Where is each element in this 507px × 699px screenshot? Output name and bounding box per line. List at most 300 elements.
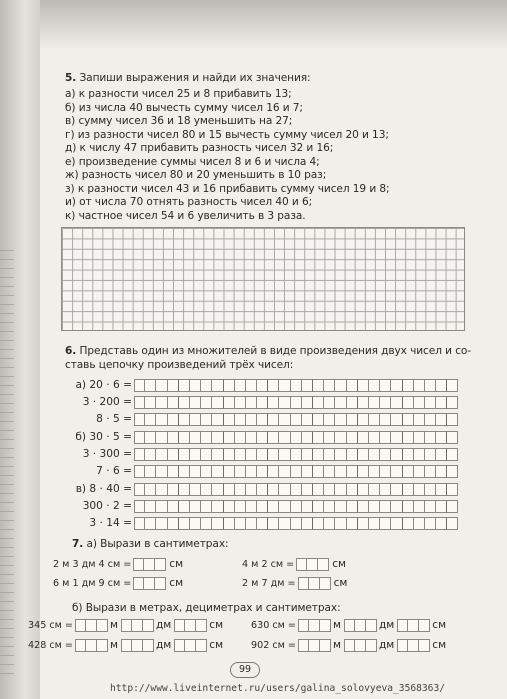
answer-cell[interactable]: [279, 517, 290, 530]
answer-cell[interactable]: [347, 448, 358, 461]
answer-cell[interactable]: [168, 448, 179, 461]
answer-cell[interactable]: [447, 431, 458, 444]
answer-cell[interactable]: [324, 500, 335, 513]
answer-cell[interactable]: [291, 448, 302, 461]
answer-cell[interactable]: [268, 413, 279, 426]
answer-cell[interactable]: [268, 500, 279, 513]
task6-answer-cells[interactable]: [134, 379, 458, 392]
answer-cell[interactable]: [391, 465, 402, 478]
answer-cell[interactable]: [179, 379, 190, 392]
answer-cell[interactable]: [134, 379, 145, 392]
answer-cell[interactable]: [224, 413, 235, 426]
answer-cell[interactable]: [313, 379, 324, 392]
answer-cell[interactable]: [246, 465, 257, 478]
answer-cell[interactable]: [257, 413, 268, 426]
answer-cell[interactable]: [358, 500, 369, 513]
task6-answer-cells[interactable]: [134, 431, 458, 444]
answer-cell[interactable]: [403, 448, 414, 461]
answer-cell[interactable]: [403, 413, 414, 426]
answer-cell[interactable]: [291, 500, 302, 513]
answer-cell[interactable]: [212, 465, 223, 478]
answer-cell[interactable]: [380, 465, 391, 478]
answer-cell[interactable]: [257, 396, 268, 409]
answer-cell[interactable]: [347, 379, 358, 392]
answer-cell[interactable]: [212, 517, 223, 530]
answer-cell[interactable]: [145, 500, 156, 513]
answer-cell[interactable]: [369, 413, 380, 426]
answer-cell[interactable]: [425, 448, 436, 461]
previous-page-edge: [0, 250, 14, 680]
answer-cell[interactable]: [302, 517, 313, 530]
answer-cell[interactable]: [313, 413, 324, 426]
answer-cell[interactable]: [212, 379, 223, 392]
answer-boxes-m[interactable]: [75, 619, 108, 632]
answer-boxes-dm[interactable]: [344, 619, 377, 632]
answer-cell[interactable]: [235, 396, 246, 409]
answer-cell[interactable]: [403, 431, 414, 444]
task7-b-item-2: [251, 618, 446, 632]
answer-cell[interactable]: [246, 517, 257, 530]
answer-cell[interactable]: [145, 517, 156, 530]
answer-cell[interactable]: [436, 448, 447, 461]
task7-a-item-1: [53, 557, 183, 571]
answer-cell[interactable]: [313, 448, 324, 461]
answer-cell[interactable]: [369, 517, 380, 530]
answer-boxes-cm[interactable]: [174, 619, 207, 632]
answer-cell[interactable]: [201, 448, 212, 461]
answer-cell[interactable]: [212, 483, 223, 496]
answer-cell[interactable]: [335, 379, 346, 392]
answer-cell[interactable]: [224, 379, 235, 392]
answer-cell[interactable]: [134, 483, 145, 496]
task6-answer-cells[interactable]: [134, 500, 458, 513]
answer-cell[interactable]: [313, 500, 324, 513]
book-binding: [0, 0, 42, 699]
answer-cell[interactable]: [347, 431, 358, 444]
answer-cell[interactable]: [279, 483, 290, 496]
unit-label: см: [169, 577, 184, 589]
answer-boxes-m[interactable]: [298, 619, 331, 632]
task6-answer-cells[interactable]: [134, 517, 458, 530]
answer-cell[interactable]: [279, 448, 290, 461]
answer-cell[interactable]: [268, 483, 279, 496]
answer-cell[interactable]: [347, 465, 358, 478]
answer-cell[interactable]: [436, 500, 447, 513]
answer-cell[interactable]: [335, 483, 346, 496]
answer-cell[interactable]: [145, 465, 156, 478]
answer-cell[interactable]: [436, 483, 447, 496]
answer-cell[interactable]: [436, 517, 447, 530]
answer-cell[interactable]: [246, 448, 257, 461]
answer-cell[interactable]: [380, 413, 391, 426]
answer-cell[interactable]: [246, 483, 257, 496]
answer-cell[interactable]: [403, 396, 414, 409]
answer-cell[interactable]: [134, 517, 145, 530]
answer-cell[interactable]: [436, 431, 447, 444]
answer-cell[interactable]: [168, 465, 179, 478]
answer-cell[interactable]: [190, 500, 201, 513]
answer-cell[interactable]: [313, 517, 324, 530]
answer-cell[interactable]: [179, 465, 190, 478]
answer-cell[interactable]: [257, 448, 268, 461]
answer-cell[interactable]: [425, 500, 436, 513]
answer-cell[interactable]: [380, 379, 391, 392]
answer-boxes-cm[interactable]: [397, 619, 430, 632]
answer-cell[interactable]: [414, 517, 425, 530]
answer-cell[interactable]: [425, 413, 436, 426]
answer-cell[interactable]: [235, 413, 246, 426]
answer-boxes[interactable]: [133, 558, 166, 571]
task5-item-g: г) из разности чисел 80 и 15 вычесть сумму чисел 20 и 13;: [65, 128, 389, 141]
task6-answer-cells[interactable]: [134, 413, 458, 426]
answer-cell[interactable]: [391, 517, 402, 530]
answer-cell[interactable]: [279, 465, 290, 478]
answer-cell[interactable]: [246, 500, 257, 513]
answer-cell[interactable]: [369, 465, 380, 478]
answer-cell[interactable]: [369, 379, 380, 392]
answer-cell[interactable]: [324, 483, 335, 496]
answer-cell[interactable]: [302, 483, 313, 496]
answer-cell[interactable]: [134, 448, 145, 461]
answer-cell[interactable]: [145, 413, 156, 426]
answer-cell[interactable]: [347, 396, 358, 409]
answer-cell[interactable]: [436, 413, 447, 426]
answer-cell[interactable]: [257, 379, 268, 392]
answer-cell[interactable]: [156, 413, 167, 426]
answer-cell[interactable]: [324, 396, 335, 409]
answer-cell[interactable]: [391, 396, 402, 409]
answer-cell[interactable]: [313, 465, 324, 478]
answer-cell[interactable]: [335, 413, 346, 426]
answer-cell[interactable]: [235, 431, 246, 444]
answer-cell[interactable]: [313, 431, 324, 444]
answer-cell[interactable]: [257, 517, 268, 530]
answer-cell[interactable]: [347, 500, 358, 513]
answer-cell[interactable]: [168, 379, 179, 392]
answer-cell[interactable]: [224, 448, 235, 461]
answer-cell[interactable]: [425, 517, 436, 530]
answer-cell[interactable]: [302, 500, 313, 513]
unit-label: см: [432, 639, 447, 651]
answer-cell[interactable]: [224, 483, 235, 496]
unit-label: дм: [378, 639, 395, 651]
answer-cell[interactable]: [134, 413, 145, 426]
answer-cell[interactable]: [212, 413, 223, 426]
answer-cell[interactable]: [447, 483, 458, 496]
answer-cell[interactable]: [246, 379, 257, 392]
answer-cell[interactable]: [291, 465, 302, 478]
answer-cell[interactable]: [403, 517, 414, 530]
answer-cell[interactable]: [324, 379, 335, 392]
answer-cell[interactable]: [425, 396, 436, 409]
answer-cell[interactable]: [179, 396, 190, 409]
answer-cell[interactable]: [414, 483, 425, 496]
answer-cell[interactable]: [335, 431, 346, 444]
answer-boxes-dm[interactable]: [344, 639, 377, 652]
unit-label: м: [109, 639, 118, 651]
answer-cell[interactable]: [190, 379, 201, 392]
answer-cell[interactable]: [302, 431, 313, 444]
answer-cell[interactable]: [257, 500, 268, 513]
answer-cell[interactable]: [279, 379, 290, 392]
answer-cell[interactable]: [403, 465, 414, 478]
answer-cell[interactable]: [425, 431, 436, 444]
answer-cell[interactable]: [403, 379, 414, 392]
answer-cell[interactable]: [369, 431, 380, 444]
answer-cell[interactable]: [291, 396, 302, 409]
answer-cell[interactable]: [324, 517, 335, 530]
answer-cell[interactable]: [403, 483, 414, 496]
answer-cell[interactable]: [156, 465, 167, 478]
answer-boxes[interactable]: [296, 558, 329, 571]
task7-b-item-4: [251, 638, 446, 652]
answer-cell[interactable]: [212, 396, 223, 409]
answer-cell[interactable]: [235, 517, 246, 530]
answer-cell[interactable]: [224, 396, 235, 409]
answer-boxes-dm[interactable]: [121, 619, 154, 632]
answer-cell[interactable]: [425, 379, 436, 392]
answer-cell[interactable]: [436, 465, 447, 478]
answer-cell[interactable]: [414, 465, 425, 478]
answer-cell[interactable]: [212, 431, 223, 444]
answer-cell[interactable]: [391, 483, 402, 496]
answer-boxes-dm[interactable]: [121, 639, 154, 652]
answer-cell[interactable]: [447, 448, 458, 461]
answer-cell[interactable]: [414, 413, 425, 426]
answer-cell[interactable]: [324, 448, 335, 461]
answer-cell[interactable]: [257, 465, 268, 478]
answer-cell[interactable]: [190, 431, 201, 444]
answer-cell[interactable]: [302, 396, 313, 409]
answer-cell[interactable]: [268, 465, 279, 478]
answer-cell[interactable]: [358, 465, 369, 478]
answer-boxes-m[interactable]: [298, 639, 331, 652]
answer-cell[interactable]: [156, 379, 167, 392]
answer-cell[interactable]: [279, 500, 290, 513]
answer-cell[interactable]: [302, 413, 313, 426]
answer-cell[interactable]: [201, 379, 212, 392]
answer-cell[interactable]: [179, 413, 190, 426]
answer-cell[interactable]: [190, 413, 201, 426]
answer-cell[interactable]: [335, 448, 346, 461]
answer-cell[interactable]: [369, 448, 380, 461]
answer-cell[interactable]: [380, 517, 391, 530]
answer-cell[interactable]: [201, 517, 212, 530]
answer-cell[interactable]: [380, 431, 391, 444]
answer-cell[interactable]: [235, 465, 246, 478]
answer-cell[interactable]: [324, 413, 335, 426]
answer-cell[interactable]: [190, 448, 201, 461]
answer-cell[interactable]: [391, 413, 402, 426]
answer-grid[interactable]: [61, 227, 465, 331]
answer-cell[interactable]: [291, 413, 302, 426]
answer-cell[interactable]: [179, 517, 190, 530]
answer-cell[interactable]: [179, 431, 190, 444]
answer-cell[interactable]: [246, 396, 257, 409]
answer-cell[interactable]: [447, 379, 458, 392]
task7-a-item-2: [242, 557, 346, 571]
answer-cell[interactable]: [302, 448, 313, 461]
answer-cell[interactable]: [358, 413, 369, 426]
answer-cell[interactable]: [425, 483, 436, 496]
answer-cell[interactable]: [145, 448, 156, 461]
answer-cell[interactable]: [369, 483, 380, 496]
answer-cell[interactable]: [168, 517, 179, 530]
answer-cell[interactable]: [391, 379, 402, 392]
task5-item-i: и) от числа 70 отнять разность чисел 40 и 6;: [65, 196, 313, 208]
answer-cell[interactable]: [145, 483, 156, 496]
answer-cell[interactable]: [257, 483, 268, 496]
answer-cell[interactable]: [358, 379, 369, 392]
answer-cell[interactable]: [268, 431, 279, 444]
answer-cell[interactable]: [145, 431, 156, 444]
answer-cell[interactable]: [145, 396, 156, 409]
answer-cell[interactable]: [358, 396, 369, 409]
answer-cell[interactable]: [201, 413, 212, 426]
answer-cell[interactable]: [324, 431, 335, 444]
answer-cell[interactable]: [279, 431, 290, 444]
answer-cell[interactable]: [246, 431, 257, 444]
answer-cell[interactable]: [291, 483, 302, 496]
answer-cell[interactable]: [313, 483, 324, 496]
answer-cell[interactable]: [224, 517, 235, 530]
answer-cell[interactable]: [212, 500, 223, 513]
answer-cell[interactable]: [134, 465, 145, 478]
answer-boxes[interactable]: [133, 577, 166, 590]
answer-boxes-cm[interactable]: [174, 639, 207, 652]
answer-cell[interactable]: [179, 500, 190, 513]
answer-cell[interactable]: [268, 448, 279, 461]
answer-cell[interactable]: [235, 448, 246, 461]
answer-cell[interactable]: [302, 379, 313, 392]
answer-cell[interactable]: [358, 483, 369, 496]
answer-cell[interactable]: [235, 483, 246, 496]
answer-cell[interactable]: [134, 500, 145, 513]
answer-cell[interactable]: [224, 500, 235, 513]
answer-cell[interactable]: [291, 431, 302, 444]
answer-cell[interactable]: [335, 500, 346, 513]
answer-boxes[interactable]: [298, 577, 331, 590]
answer-cell[interactable]: [391, 500, 402, 513]
answer-cell[interactable]: [414, 379, 425, 392]
answer-cell[interactable]: [201, 483, 212, 496]
answer-cell[interactable]: [414, 431, 425, 444]
answer-cell[interactable]: [414, 448, 425, 461]
answer-boxes-m[interactable]: [75, 639, 108, 652]
answer-cell[interactable]: [201, 396, 212, 409]
answer-cell[interactable]: [190, 517, 201, 530]
answer-cell[interactable]: [190, 465, 201, 478]
answer-cell[interactable]: [156, 396, 167, 409]
answer-cell[interactable]: [436, 396, 447, 409]
answer-cell[interactable]: [369, 396, 380, 409]
answer-cell[interactable]: [279, 396, 290, 409]
answer-cell[interactable]: [380, 396, 391, 409]
answer-cell[interactable]: [380, 483, 391, 496]
answer-cell[interactable]: [168, 413, 179, 426]
answer-cell[interactable]: [279, 413, 290, 426]
answer-cell[interactable]: [447, 396, 458, 409]
answer-cell[interactable]: [268, 517, 279, 530]
answer-cell[interactable]: [447, 465, 458, 478]
answer-cell[interactable]: [358, 448, 369, 461]
answer-cell[interactable]: [447, 500, 458, 513]
answer-cell[interactable]: [168, 500, 179, 513]
answer-cell[interactable]: [134, 431, 145, 444]
answer-cell[interactable]: [235, 500, 246, 513]
answer-cell[interactable]: [156, 431, 167, 444]
task6-answer-cells[interactable]: [134, 448, 458, 461]
answer-cell[interactable]: [369, 500, 380, 513]
answer-cell[interactable]: [156, 517, 167, 530]
task5-item-zh: ж) разность чисел 80 и 20 уменьшить в 10 раз;: [65, 169, 327, 181]
answer-cell[interactable]: [201, 465, 212, 478]
answer-cell[interactable]: [212, 448, 223, 461]
answer-cell[interactable]: [268, 379, 279, 392]
answer-cell[interactable]: [447, 517, 458, 530]
answer-cell[interactable]: [403, 500, 414, 513]
answer-cell[interactable]: [291, 379, 302, 392]
answer-cell[interactable]: [224, 465, 235, 478]
answer-cell[interactable]: [268, 396, 279, 409]
answer-cell[interactable]: [134, 396, 145, 409]
answer-cell[interactable]: [224, 431, 235, 444]
answer-cell[interactable]: [313, 396, 324, 409]
answer-cell[interactable]: [168, 396, 179, 409]
task6-answer-cells[interactable]: [134, 483, 458, 496]
answer-cell[interactable]: [257, 431, 268, 444]
answer-cell[interactable]: [201, 500, 212, 513]
answer-cell[interactable]: [391, 448, 402, 461]
answer-boxes-cm[interactable]: [397, 639, 430, 652]
answer-cell[interactable]: [302, 465, 313, 478]
answer-cell[interactable]: [179, 483, 190, 496]
answer-cell[interactable]: [168, 483, 179, 496]
answer-cell[interactable]: [335, 517, 346, 530]
task6-answer-cells[interactable]: [134, 396, 458, 409]
answer-cell[interactable]: [201, 431, 212, 444]
answer-cell[interactable]: [380, 500, 391, 513]
answer-cell[interactable]: [324, 465, 335, 478]
answer-cell[interactable]: [380, 448, 391, 461]
answer-cell[interactable]: [414, 500, 425, 513]
answer-cell[interactable]: [190, 483, 201, 496]
answer-cell[interactable]: [347, 517, 358, 530]
answer-cell[interactable]: [447, 413, 458, 426]
answer-cell[interactable]: [168, 431, 179, 444]
answer-cell[interactable]: [156, 448, 167, 461]
answer-cell[interactable]: [358, 517, 369, 530]
answer-cell[interactable]: [335, 396, 346, 409]
answer-cell[interactable]: [156, 500, 167, 513]
answer-cell[interactable]: [246, 413, 257, 426]
task6-answer-cells[interactable]: [134, 465, 458, 478]
answer-cell[interactable]: [347, 413, 358, 426]
answer-cell[interactable]: [235, 379, 246, 392]
answer-cell[interactable]: [179, 448, 190, 461]
answer-cell[interactable]: [145, 379, 156, 392]
answer-cell[interactable]: [414, 396, 425, 409]
answer-cell[interactable]: [190, 396, 201, 409]
answer-cell[interactable]: [156, 483, 167, 496]
answer-cell[interactable]: [358, 431, 369, 444]
answer-cell[interactable]: [425, 465, 436, 478]
answer-cell[interactable]: [347, 483, 358, 496]
answer-cell[interactable]: [391, 431, 402, 444]
answer-cell[interactable]: [291, 517, 302, 530]
answer-cell[interactable]: [436, 379, 447, 392]
answer-cell[interactable]: [335, 465, 346, 478]
